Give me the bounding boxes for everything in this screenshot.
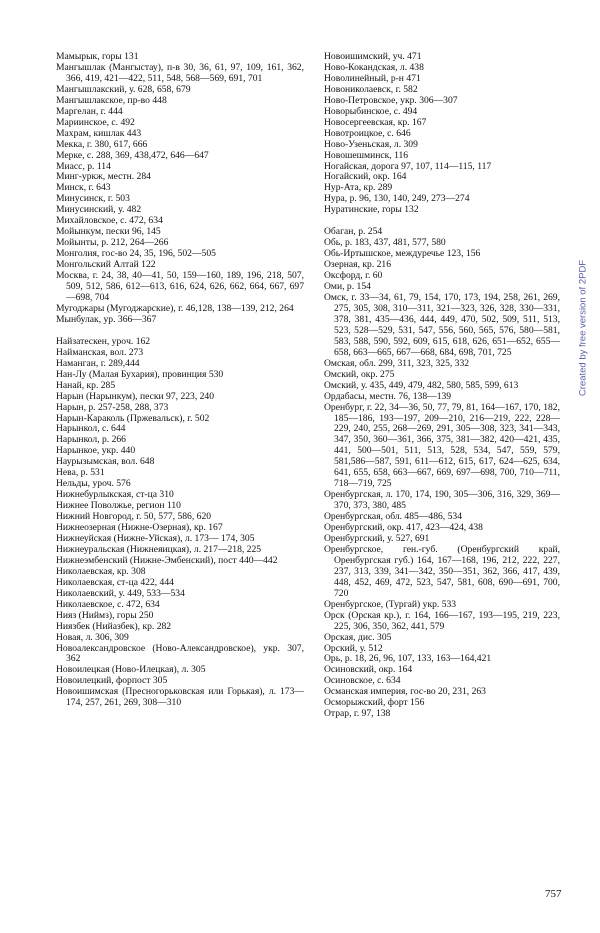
index-entry: Монгольский Алтай 122 [56, 259, 156, 271]
index-entry: Нияз (Ниймз), горы 250 [56, 609, 154, 621]
index-entry: Мамырык, горы 131 [56, 51, 139, 62]
index-entry: Ордабасы, местн. 76, 138—139 [324, 390, 452, 402]
index-entry: Омский, окр. 275 [324, 368, 395, 380]
index-entry: Мойынкум, пески 96, 145 [56, 226, 161, 238]
index-entry: Оренбургский, у. 527, 691 [324, 532, 430, 544]
index-entry: Омская, обл. 299, 311, 323, 325, 332 [324, 357, 470, 369]
index-entry: Орская, дис. 305 [324, 631, 392, 643]
index-entry: Мерке, с. 288, 369, 438,472, 646—647 [56, 149, 209, 161]
index-entry: Нижний Новгород, г. 50, 577, 586, 620 [56, 511, 212, 523]
index-entry: Орск (Орская кр.), г. 164, 166—167, 193—195, 219, 223, 225, 306, 350, 362, 441, 579 [324, 609, 560, 632]
index-entry: Ново-Узеньская, л. 309 [324, 138, 418, 150]
index-entry: Нижнеэмбенский (Нижне-Эмбенский), пост 440—442 [56, 554, 278, 566]
index-entry: Оренбургское, ген.-губ. (Оренбургский край, Оренбургская губ.) 164, 167—168, 196, 212, 222, 227, 237, 313, 339, 341—342, 350—351, 362, 366, 417, 439, 448, 452, 469, 472, 523, 547, 581, 608, 690—691, 700, 720 [324, 543, 560, 599]
index-entry: Новошешминск, 116 [324, 149, 409, 161]
index-entry: Нарынкое, укр. 440 [56, 445, 136, 457]
index-entry: Новосергеевская, кр. 167 [324, 116, 427, 128]
index-entry: Ногайская, дорога 97, 107, 114—115, 117 [324, 160, 492, 172]
index-entry: Орский, у. 512 [324, 642, 383, 654]
index-entry: Новониколаевск, г. 582 [324, 83, 418, 95]
index-entry: Нарын-Караколь (Пржевальск), г. 502 [56, 412, 210, 424]
index-entry: Мариинское, с. 492 [56, 116, 135, 128]
index-entry: Нева, р. 531 [56, 467, 105, 479]
index-entry: Оренбургская, л. 170, 174, 190, 305—306, 316, 329, 369—370, 373, 380, 485 [324, 489, 560, 512]
index-entry: Нижнее Поволжье, регион 110 [56, 500, 181, 512]
index-entry: Новоилецкая (Ново-Илецкая), л. 305 [56, 664, 206, 676]
index-entry: Орь, р. 18, 26, 96, 107, 133, 163—164,421 [324, 653, 492, 665]
index-entry: Нижнеозерная (Нижне-Озерная), кр. 167 [56, 522, 223, 534]
index-entry: Николаевский, у. 449, 533—534 [56, 587, 185, 599]
index-column-left [56, 52, 304, 709]
index-entry: Минусинск, г. 503 [56, 193, 130, 205]
index-entry: Нарын (Нарынкум), пески 97, 223, 240 [56, 390, 215, 402]
index-entry: Ниязбек (Нийазбек), кр. 282 [56, 620, 172, 632]
index-entry: Отрар, г. 97, 138 [324, 708, 391, 720]
index-entry: Новорыбинское, с. 494 [324, 105, 418, 117]
index-entry: Осморыжский, форт 156 [324, 697, 425, 709]
index-entry: Минг-уркж, местн. 284 [56, 171, 151, 183]
index-entry: Нур-Ата, кр. 289 [324, 182, 393, 194]
index-entry: Мугоджары (Мугоджарские), г. 46,128, 138—139, 212, 264 [56, 302, 294, 314]
index-entry: Найзатескен, урoч. 162 [56, 335, 151, 347]
index-entry: Нан-Лу (Малая Бухария), провинция 530 [56, 368, 224, 380]
index-entry: Мекка, г. 380, 617, 666 [56, 138, 148, 150]
index-entry: Нижнебурлыкская, ст-ца 310 [56, 489, 174, 501]
index-entry: Маргелан, г. 444 [56, 105, 123, 117]
index-entry: Нарын, р. 257-258, 288, 373 [56, 401, 169, 413]
index-entry: Осиновское, с. 634 [324, 675, 401, 687]
index-entry: Наурызымская, вол. 648 [56, 456, 155, 468]
index-entry: Новотроицкое, с. 646 [324, 127, 411, 139]
index-entry: Новая, л. 306, 309 [56, 631, 129, 643]
index-entry: Осиновский, окр. 164 [324, 664, 413, 676]
index-entry: Оренбургская, обл. 485—486, 534 [324, 511, 462, 523]
index-entry: Минск, г. 643 [56, 182, 111, 194]
index-entry: Оренбург, г. 22, 34—36, 50, 77, 79, 81, 164—167, 170, 182, 185—186, 193—197, 209—210, 216—219, 222, 228—229, 240, 255, 268—269, 291, 305—308, 323, 341—343, 347, 350, 360—361, 366, 375, 381—382, 420—421, 435, 441, 500—501, 511, 513, 528, 534, 547, 559, 579, 581,586—587, 591, 611—612, 615, 617, 624—625, 634, 641, 655, 658, 663—667, 669, 697—698, 700, 710—711, 718—719, 725 [324, 401, 560, 490]
index-entry: Ново-Кокандская, л. 438 [324, 61, 424, 73]
index-entry: Оренбургское, (Тургай) укр. 533 [324, 598, 457, 610]
index-entry: Мангышлакское, пр-во 448 [56, 94, 167, 106]
index-entry: Нельды, уроч. 576 [56, 478, 131, 490]
index-entry: Михайловское, с. 472, 634 [56, 215, 163, 227]
index-entry: Наймaнская, вол. 273 [56, 346, 144, 358]
index-entry: Нарынкол, р. 266 [56, 434, 126, 446]
index-entry: Ногайский, окр. 164 [324, 171, 407, 183]
index-column-right [324, 52, 560, 720]
index-entry: Нуратинские, горы 132 [324, 204, 419, 216]
index-entry: Нанай, кр. 285 [56, 379, 116, 391]
index-entry: Миасс, р. 114 [56, 160, 111, 172]
index-entry: Обь, р. 183, 437, 481, 577, 580 [324, 237, 446, 249]
index-entry: Николаевское, с. 472, 634 [56, 598, 160, 610]
index-entry: Османская империя, гос-во 20, 231, 263 [324, 686, 486, 698]
index-entry: Мангышлакский, у. 628, 658, 679 [56, 83, 191, 95]
index-entry: Николаевская, кр. 308 [56, 565, 146, 577]
index-entry: Новоишимская (Пресногорьковская или Горькая), л. 173—174, 257, 261, 269, 308—310 [56, 686, 304, 709]
index-entry: Оренбургский, окр. 417, 423—424, 438 [324, 522, 483, 534]
index-entry: Оксфорд, г. 60 [324, 270, 383, 282]
index-entry: Новолинейный, р-н 471 [324, 72, 421, 84]
index-entry: Мангышлак (Мангыстау), п-в 30, 36, 61, 97, 109, 161, 362, 366, 419, 421—422, 511, 548, 568—569, 691, 701 [56, 61, 304, 84]
index-entry: Махрам, кишлак 443 [56, 127, 142, 139]
index-entry: Мойынты, р. 212, 264—266 [56, 237, 169, 249]
page-number: 757 [545, 888, 562, 900]
watermark-text: Created by free version of 2PDF [577, 259, 589, 397]
index-entry: Омский, у. 435, 449, 479, 482, 580, 585, 599, 613 [324, 379, 519, 391]
index-entry: Наманган, г. 289,444 [56, 357, 140, 369]
index-entry: Минусинский, у. 482 [56, 204, 142, 216]
index-entry: Омск, г. 33—34, 61, 79, 154, 170, 173, 194, 258, 261, 269, 275, 305, 308, 310—311, 321—323, 326, 328, 330—331, 378, 381, 435—436, 444, 449, 470, 502, 509, 511, 513, 523, 528—529, 531, 547, 556, 560, 565, 576, 580—581, 583, 588, 590, 592, 609, 615, 618, 626, 651—652, 655—658, 663—665, 667—668, 684, 698, 701, 725 [324, 292, 560, 358]
index-entry: Озерная, кр. 216 [324, 259, 392, 271]
index-entry: Нарынкол, с. 644 [56, 423, 126, 435]
index-entry: Нижнеуральская (Нижнеяицкая), л. 217—218, 225 [56, 543, 262, 555]
index-entry: Оми, р. 154 [324, 281, 371, 293]
index-entry: Ново-Петровское, укр. 306—307 [324, 94, 458, 106]
index-entry: Обаган, р. 254 [324, 226, 383, 238]
index-entry: Обь-Иртышское, междуречье 123, 156 [324, 248, 481, 260]
index-entry: Новоишимский, уч. 471 [324, 51, 422, 62]
index-entry: Новоилецкий, форпост 305 [56, 675, 168, 687]
index-entry: Нижнеуйская (Нижне-Уйская), л. 173— 174, 305 [56, 532, 255, 544]
index-entry: Москва, г. 24, 38, 40—41, 50, 159—160, 189, 196, 218, 507, 509, 512, 586, 612—613, 616, 624, 626, 662, 664, 667, 697—698, 704 [56, 270, 304, 303]
index-entry: Николаевская, ст-ца 422, 444 [56, 576, 174, 588]
index-entry: Нура, р. 96, 130, 140, 249, 273—274 [324, 193, 470, 205]
index-entry: Мынбулак, ур. 366—367 [56, 313, 157, 325]
index-entry: Новоалександровское (Ново-Александровское), укр. 307, 362 [56, 642, 304, 665]
index-entry: Монголия, гос-во 24, 35, 196, 502—505 [56, 248, 216, 260]
